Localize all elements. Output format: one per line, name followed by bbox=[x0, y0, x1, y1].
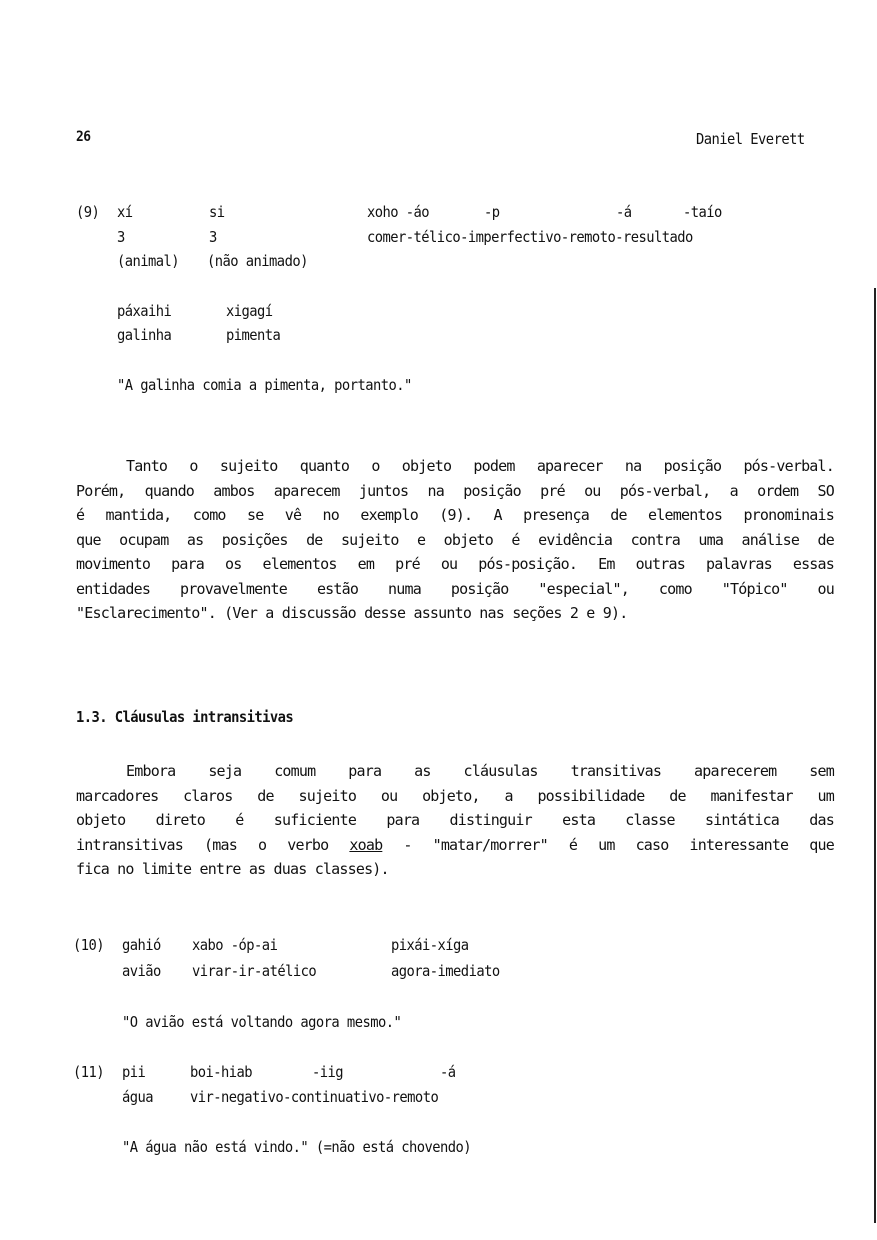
gloss-word: -p bbox=[484, 203, 500, 221]
gloss-label: agora-imediato bbox=[391, 962, 500, 980]
gloss-word: xabo -óp-ai bbox=[192, 936, 278, 954]
paragraph-line: entidades provavelmente estão numa posição "especial", como "Tópico" ou bbox=[76, 579, 834, 598]
running-header-author: Daniel Everett bbox=[696, 130, 805, 148]
gloss-label: pimenta bbox=[226, 326, 281, 344]
page-edge-line bbox=[874, 288, 876, 1223]
page-number: 26 bbox=[76, 129, 91, 145]
paragraph-line: fica no limite entre as duas classes). bbox=[76, 860, 389, 878]
gloss-word: pii bbox=[122, 1063, 146, 1081]
gloss-word: -á bbox=[616, 203, 632, 221]
gloss-label: 3 bbox=[117, 228, 125, 246]
paragraph-line: objeto direto é suficiente para distinguir esta classe sintática das bbox=[76, 811, 834, 829]
gloss-word: -iig bbox=[312, 1063, 344, 1081]
example-number: (11) bbox=[73, 1063, 105, 1081]
body-paragraph-2 bbox=[76, 759, 834, 882]
underlined-term: xoab bbox=[349, 835, 383, 854]
example-translation: "A água não está vindo." (=não está chovendo) bbox=[122, 1138, 472, 1156]
paragraph-line: Embora seja comum para as cláusulas transitivas aparecerem sem bbox=[126, 762, 834, 780]
paragraph-line: movimento para os elementos em pré ou pós-posição. Em outras palavras essas bbox=[76, 555, 834, 573]
gloss-word: páxaihi bbox=[117, 302, 172, 320]
paragraph-line: Tanto o sujeito quanto o objeto podem aparecer na posição pós-verbal. bbox=[126, 457, 834, 475]
gloss-label: água bbox=[122, 1088, 154, 1106]
gloss-word: pixái-xíga bbox=[391, 936, 469, 954]
paragraph-line: Porém, quando ambos aparecem juntos na posição pré ou pós-verbal, a ordem SO bbox=[76, 481, 834, 500]
gloss-label: virar-ir-atélico bbox=[192, 962, 317, 980]
paragraph-line: "Esclarecimento". (Ver a discussão desse assunto nas seções 2 e 9). bbox=[76, 604, 628, 622]
paragraph-line: que ocupam as posições de sujeito e objeto é evidência contra uma análise de bbox=[76, 530, 834, 549]
gloss-word: gahió bbox=[122, 936, 161, 954]
example-number: (9) bbox=[76, 203, 100, 221]
body-paragraph-1 bbox=[76, 454, 834, 626]
gloss-word: xoho -áo bbox=[367, 203, 430, 221]
line-text: intransitivas (mas o verbo bbox=[76, 835, 350, 854]
gloss-word: -taío bbox=[683, 203, 722, 221]
gloss-word: boi-hiab bbox=[190, 1063, 253, 1081]
gloss-word: -á bbox=[440, 1063, 456, 1081]
gloss-label: (animal) bbox=[117, 252, 180, 270]
gloss-label: (não animado) bbox=[207, 252, 308, 270]
gloss-label: avião bbox=[122, 962, 161, 980]
example-translation: "O avião está voltando agora mesmo." bbox=[122, 1013, 402, 1031]
example-translation: "A galinha comia a pimenta, portanto." bbox=[117, 376, 412, 394]
gloss-word: xí bbox=[117, 203, 133, 221]
line-text: - "matar/morrer" é um caso interessante que bbox=[382, 835, 835, 854]
section-heading: 1.3. Cláusulas intransitivas bbox=[76, 708, 294, 726]
gloss-label: galinha bbox=[117, 326, 172, 344]
gloss-label: comer-télico-imperfectivo-remoto-resultado bbox=[367, 228, 693, 246]
gloss-word: xigagí bbox=[226, 302, 273, 320]
paragraph-line: é mantida, como se vê no exemplo (9). A presença de elementos pronominais bbox=[76, 506, 834, 524]
gloss-label: 3 bbox=[209, 228, 217, 246]
paragraph-line bbox=[76, 833, 834, 858]
gloss-word: si bbox=[209, 203, 225, 221]
gloss-label: vir-negativo-continuativo-remoto bbox=[190, 1088, 439, 1106]
example-number: (10) bbox=[73, 936, 105, 954]
paragraph-line: marcadores claros de sujeito ou objeto, a possibilidade de manifestar um bbox=[76, 786, 834, 805]
